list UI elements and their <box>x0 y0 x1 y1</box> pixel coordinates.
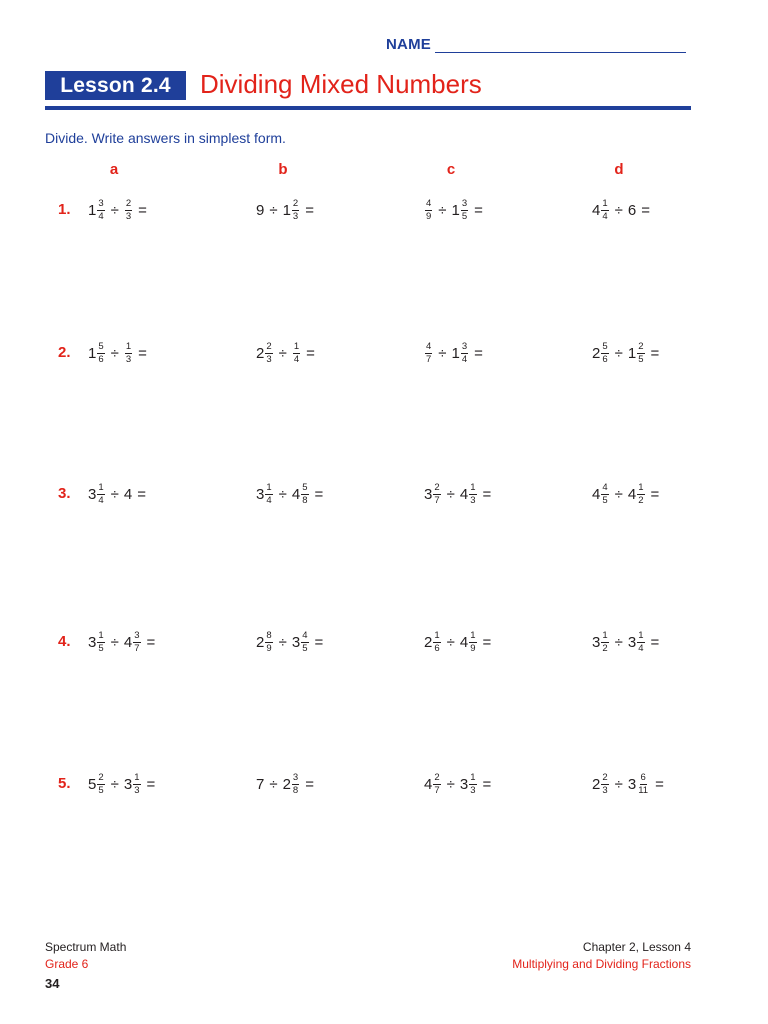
denominator: 5 <box>302 642 308 654</box>
denominator: 2 <box>602 642 608 654</box>
denominator: 4 <box>293 353 300 365</box>
denominator: 3 <box>125 210 132 222</box>
denominator: 3 <box>470 784 476 796</box>
numerator: 1 <box>470 481 476 493</box>
divisor-whole: 4 <box>627 485 637 503</box>
numerator: 3 <box>98 197 104 209</box>
numerator: 8 <box>266 629 272 641</box>
dividend-whole: 4 <box>424 775 433 793</box>
dividend-whole: 4 <box>592 485 601 503</box>
dividend-whole: 1 <box>88 344 97 362</box>
numerator: 2 <box>266 340 272 352</box>
problem-row-number: 1. <box>58 201 71 218</box>
dividend-fraction <box>433 631 440 654</box>
numerator: 3 <box>134 629 140 641</box>
numerator: 1 <box>470 771 476 783</box>
problem-2a <box>88 338 152 368</box>
divisor-whole: 6 <box>627 201 637 219</box>
divisor-whole: 1 <box>451 201 460 219</box>
problem-row-number: 5. <box>58 775 71 792</box>
denominator: 5 <box>98 642 104 654</box>
dividend-whole: 3 <box>592 633 601 651</box>
divisor-fraction <box>125 199 132 222</box>
dividend-whole: 3 <box>256 485 265 503</box>
numerator: 1 <box>602 629 608 641</box>
dividend-fraction <box>97 773 104 796</box>
divisor-fraction <box>469 773 476 796</box>
problem-2b <box>256 338 320 368</box>
divisor-fraction <box>301 483 308 506</box>
denominator: 5 <box>461 210 468 222</box>
numerator: 2 <box>125 197 132 209</box>
divide-sign: ÷ <box>614 201 623 219</box>
divisor-whole: 3 <box>123 775 133 793</box>
equals-sign: = <box>474 344 483 362</box>
equals-sign: = <box>474 201 483 219</box>
divisor-whole: 4 <box>459 633 469 651</box>
divide-sign: ÷ <box>110 485 119 503</box>
problem-5c <box>424 769 496 799</box>
divisor-whole: 4 <box>123 633 133 651</box>
divisor-whole: 4 <box>291 485 301 503</box>
divide-sign: ÷ <box>269 201 278 219</box>
dividend-fraction <box>97 631 104 654</box>
numerator: 4 <box>426 197 432 209</box>
denominator: 11 <box>638 784 649 796</box>
dividend-whole: 5 <box>88 775 97 793</box>
equals-sign: = <box>482 633 492 651</box>
divisor-fraction <box>637 342 644 365</box>
denominator: 3 <box>292 210 299 222</box>
numerator: 2 <box>434 481 440 493</box>
divisor-whole: 1 <box>282 201 291 219</box>
denominator: 3 <box>134 784 140 796</box>
column-header-b: b <box>278 161 288 178</box>
divide-sign: ÷ <box>110 201 119 219</box>
divisor-whole: 3 <box>627 775 637 793</box>
problem-4c <box>424 627 496 657</box>
denominator: 4 <box>98 210 104 222</box>
dividend-fraction <box>433 773 440 796</box>
problem-row-number: 4. <box>58 633 71 650</box>
divide-sign: ÷ <box>110 633 119 651</box>
numerator: 6 <box>640 771 646 783</box>
numerator: 2 <box>292 197 299 209</box>
column-header-d: d <box>614 161 624 178</box>
problem-4b <box>256 627 328 657</box>
divisor-fraction <box>292 199 299 222</box>
denominator: 7 <box>426 353 432 365</box>
denominator: 3 <box>602 784 608 796</box>
denominator: 4 <box>602 210 608 222</box>
problem-3d <box>592 479 664 509</box>
denominator: 6 <box>602 353 608 365</box>
dividend-fraction <box>601 199 608 222</box>
denominator: 2 <box>638 494 644 506</box>
numerator: 5 <box>302 481 308 493</box>
denominator: 4 <box>98 494 104 506</box>
problem-2d <box>592 338 664 368</box>
name-field[interactable] <box>386 36 686 53</box>
problem-row-number: 3. <box>58 485 71 502</box>
divide-sign: ÷ <box>110 775 119 793</box>
denominator: 5 <box>98 784 104 796</box>
footer-chapter: Chapter 2, Lesson 4 <box>582 940 691 954</box>
footer-brand: Spectrum Math <box>45 940 127 954</box>
header-rule <box>45 106 691 110</box>
divisor-whole: 3 <box>627 633 637 651</box>
divide-sign: ÷ <box>614 633 623 651</box>
dividend-whole: 1 <box>88 201 97 219</box>
divisor-fraction <box>469 631 476 654</box>
numerator: 3 <box>461 197 468 209</box>
numerator: 1 <box>98 629 104 641</box>
dividend-fraction <box>97 199 104 222</box>
numerator: 1 <box>602 197 608 209</box>
dividend-fraction <box>265 342 272 365</box>
dividend-whole: 2 <box>424 633 433 651</box>
denominator: 4 <box>266 494 272 506</box>
problem-4d <box>592 627 664 657</box>
divisor-fraction <box>461 199 468 222</box>
dividend-fraction <box>601 342 608 365</box>
dividend-whole: 2 <box>256 344 265 362</box>
denominator: 8 <box>292 784 299 796</box>
equals-sign: = <box>305 201 314 219</box>
instructions: Divide. Write answers in simplest form. <box>45 130 286 146</box>
divisor-fraction <box>125 342 132 365</box>
numerator: 3 <box>292 771 299 783</box>
dividend-fraction <box>265 631 272 654</box>
dividend-whole: 2 <box>592 775 601 793</box>
numerator: 4 <box>602 481 608 493</box>
equals-sign: = <box>641 201 650 219</box>
name-label: NAME <box>386 36 431 53</box>
equals-sign: = <box>146 633 156 651</box>
divisor-whole: 4 <box>123 485 133 503</box>
divide-sign: ÷ <box>278 633 287 651</box>
numerator: 1 <box>638 481 644 493</box>
dividend-fraction <box>601 773 608 796</box>
equals-sign: = <box>138 344 147 362</box>
dividend-whole: 2 <box>256 633 265 651</box>
equals-sign: = <box>314 633 324 651</box>
divide-sign: ÷ <box>446 633 455 651</box>
numerator: 4 <box>426 340 432 352</box>
problem-row-number: 2. <box>58 344 71 361</box>
denominator: 6 <box>98 353 104 365</box>
numerator: 1 <box>134 771 140 783</box>
numerator: 1 <box>125 340 132 352</box>
divide-sign: ÷ <box>278 344 287 362</box>
divisor-fraction <box>292 773 299 796</box>
divisor-fraction <box>301 631 308 654</box>
divide-sign: ÷ <box>614 775 623 793</box>
equals-sign: = <box>314 485 324 503</box>
numerator: 4 <box>302 629 308 641</box>
problem-5a <box>88 769 160 799</box>
denominator: 9 <box>266 642 272 654</box>
numerator: 1 <box>434 629 440 641</box>
divisor-fraction <box>469 483 476 506</box>
numerator: 1 <box>638 629 644 641</box>
divisor-fraction <box>293 342 300 365</box>
problem-1a <box>88 195 152 225</box>
footer-topic: Multiplying and Dividing Fractions <box>512 957 691 971</box>
dividend-whole: 3 <box>424 485 433 503</box>
dividend-fraction <box>433 483 440 506</box>
dividend-fraction <box>601 483 608 506</box>
dividend-fraction <box>425 199 432 222</box>
equals-sign: = <box>650 633 660 651</box>
divisor-whole: 4 <box>459 485 469 503</box>
divisor-whole: 1 <box>627 344 637 362</box>
page-number: 34 <box>45 976 60 991</box>
problem-5d <box>592 769 669 799</box>
dividend-fraction <box>425 342 432 365</box>
denominator: 6 <box>434 642 440 654</box>
column-header-a: a <box>109 161 119 178</box>
numerator: 2 <box>434 771 440 783</box>
dividend-whole: 9 <box>256 201 265 219</box>
numerator: 1 <box>293 340 300 352</box>
numerator: 5 <box>98 340 104 352</box>
divide-sign: ÷ <box>614 344 623 362</box>
dividend-whole: 4 <box>592 201 601 219</box>
denominator: 3 <box>470 494 476 506</box>
divisor-fraction <box>637 631 644 654</box>
equals-sign: = <box>137 485 146 503</box>
denominator: 5 <box>602 494 608 506</box>
problem-2c <box>424 338 488 368</box>
problem-1b <box>256 195 319 225</box>
divide-sign: ÷ <box>614 485 623 503</box>
lesson-badge: Lesson 2.4 <box>45 71 186 100</box>
denominator: 3 <box>266 353 272 365</box>
divide-sign: ÷ <box>438 344 447 362</box>
denominator: 8 <box>302 494 308 506</box>
dividend-whole: 7 <box>256 775 265 793</box>
divide-sign: ÷ <box>278 485 287 503</box>
divisor-fraction <box>637 773 649 796</box>
numerator: 1 <box>98 481 104 493</box>
divisor-fraction <box>133 631 140 654</box>
numerator: 2 <box>602 771 608 783</box>
denominator: 3 <box>125 353 132 365</box>
denominator: 4 <box>638 642 644 654</box>
equals-sign: = <box>146 775 156 793</box>
equals-sign: = <box>306 344 315 362</box>
divide-sign: ÷ <box>269 775 278 793</box>
problem-4a <box>88 627 160 657</box>
dividend-whole: 3 <box>88 633 97 651</box>
divide-sign: ÷ <box>446 485 455 503</box>
numerator: 2 <box>638 340 644 352</box>
problem-1d <box>592 195 655 225</box>
equals-sign: = <box>650 344 660 362</box>
problem-3b <box>256 479 328 509</box>
numerator: 3 <box>461 340 468 352</box>
numerator: 2 <box>98 771 104 783</box>
column-header-c: c <box>446 161 456 178</box>
equals-sign: = <box>482 485 492 503</box>
problem-1c <box>424 195 488 225</box>
denominator: 4 <box>461 353 468 365</box>
denominator: 7 <box>134 642 140 654</box>
equals-sign: = <box>482 775 492 793</box>
footer-grade: Grade 6 <box>45 957 89 971</box>
dividend-fraction <box>601 631 608 654</box>
divisor-fraction <box>637 483 644 506</box>
dividend-fraction <box>265 483 272 506</box>
problem-5b <box>256 769 319 799</box>
denominator: 5 <box>638 353 644 365</box>
divide-sign: ÷ <box>446 775 455 793</box>
denominator: 9 <box>426 210 432 222</box>
divisor-fraction <box>461 342 468 365</box>
numerator: 1 <box>470 629 476 641</box>
dividend-whole: 3 <box>88 485 97 503</box>
divide-sign: ÷ <box>110 344 119 362</box>
dividend-whole: 2 <box>592 344 601 362</box>
divisor-fraction <box>133 773 140 796</box>
dividend-fraction <box>97 483 104 506</box>
numerator: 1 <box>266 481 272 493</box>
equals-sign: = <box>650 485 660 503</box>
denominator: 7 <box>434 784 440 796</box>
divisor-whole: 1 <box>451 344 460 362</box>
equals-sign: = <box>138 201 147 219</box>
problem-3c <box>424 479 496 509</box>
numerator: 5 <box>602 340 608 352</box>
denominator: 7 <box>434 494 440 506</box>
divisor-whole: 2 <box>282 775 291 793</box>
divisor-whole: 3 <box>459 775 469 793</box>
divisor-whole: 3 <box>291 633 301 651</box>
denominator: 9 <box>470 642 476 654</box>
equals-sign: = <box>305 775 314 793</box>
name-line[interactable] <box>435 37 686 53</box>
equals-sign: = <box>655 775 664 793</box>
divide-sign: ÷ <box>438 201 447 219</box>
lesson-title: Dividing Mixed Numbers <box>200 69 482 99</box>
problem-3a <box>88 479 151 509</box>
dividend-fraction <box>97 342 104 365</box>
